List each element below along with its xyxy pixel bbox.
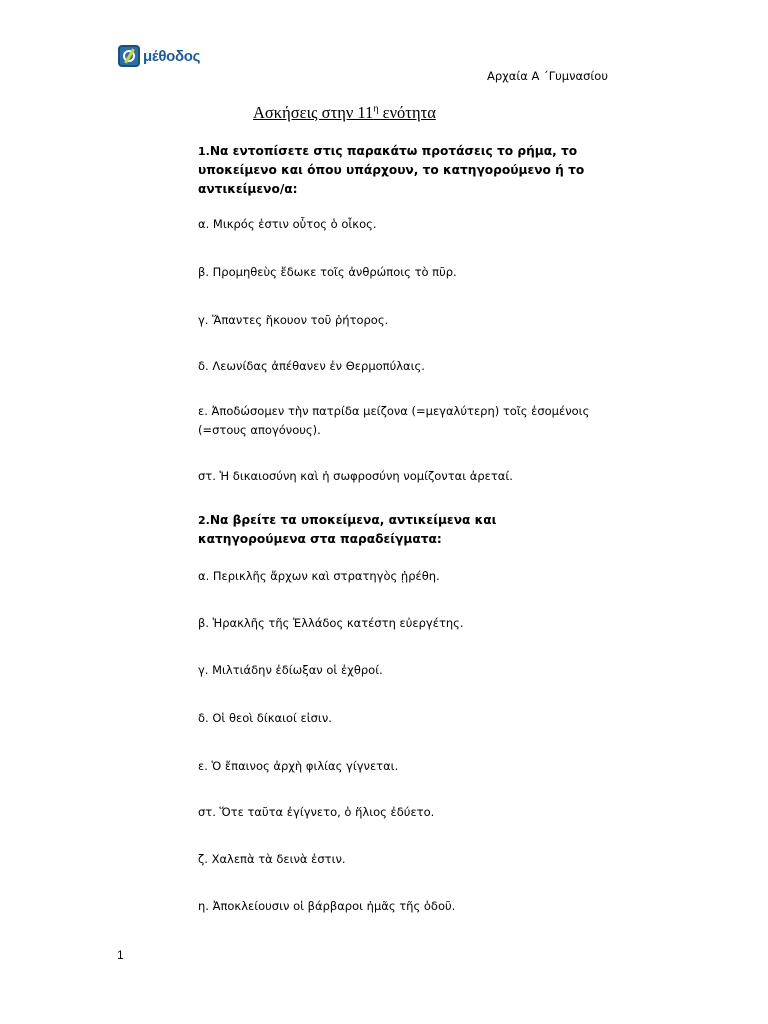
exercise-2-item: δ. Οἱ θεοὶ δίκαιοί εἰσιν.: [198, 711, 332, 725]
exercise-2-item: στ. Ὅτε ταῦτα ἐγίγνετο, ὁ ἥλιος ἐδύετο.: [198, 805, 435, 819]
logo-text: μέθοδος: [143, 47, 201, 65]
title-superscript: η: [373, 103, 379, 115]
exercise-1-number: 1.: [198, 145, 210, 158]
page-number: 1: [117, 948, 124, 962]
title-text: Ασκήσεις στην 11: [253, 103, 374, 122]
exercise-2-item: α. Περικλῆς ἄρχων καὶ στρατηγὸς ᾑρέθη.: [198, 569, 440, 583]
exercise-1-item: δ. Λεωνίδας ἀπέθανεν ἐν Θερμοπύλαις.: [198, 359, 425, 373]
exercise-1-item: ε. Ἀποδώσομεν τὴν πατρίδα μείζονα (=μεγαλύτερη) τοῖς ἐσομένοις (=στους απογόνους).: [198, 404, 590, 437]
exercise-1-item: β. Προμηθεὺς ἔδωκε τοῖς ἀνθρώποις τὸ πῦρ.: [198, 265, 457, 279]
course-header: Αρχαία Α ΄Γυμνασίου: [486, 69, 608, 83]
exercise-2-item: γ. Μιλτιάδην ἐδίωξαν οἱ ἐχθροί.: [198, 663, 383, 677]
publisher-logo: [118, 44, 200, 68]
exercise-2-item: β. Ἡρακλῆς τῆς Ἑλλάδος κατέστη εὐεργέτης.: [198, 616, 464, 630]
exercise-2-text: Να βρείτε τα υποκείμενα, αντικείμενα και κατηγορούμενα στα παραδείγματα:: [198, 513, 497, 546]
exercise-2-item: ε. Ὁ ἔπαινος ἀρχὴ φιλίας γίγνεται.: [198, 759, 399, 773]
exercise-1-item: γ. Ἅπαντες ἤκουον τοῦ ῥήτορος.: [198, 313, 389, 327]
title-text-end: ενότητα: [378, 103, 436, 122]
exercise-2-item: ζ. Χαλεπὰ τὰ δεινὰ ἐστιν.: [198, 852, 346, 866]
exercise-2-prompt: [198, 511, 598, 549]
exercise-2-number: 2.: [198, 514, 210, 527]
logo-icon: [118, 45, 140, 67]
exercise-1-item: α. Μικρός ἐστιν οὗτος ὁ οἶκος.: [198, 217, 377, 231]
page-title: [253, 103, 436, 123]
exercise-1-text: Να εντοπίσετε στις παρακάτω προτάσεις το ρήμα, το υποκείμενο και όπου υπάρχουν, το κατηγορούμενο ή το αντικείμενο/α:: [198, 144, 585, 196]
exercise-2-item: η. Ἀποκλείουσιν οἱ βάρβαροι ἡμᾶς τῆς ὁδοῦ.: [198, 899, 456, 913]
exercise-1-item: στ. Ἡ δικαιοσύνη καὶ ἡ σωφροσύνη νομίζονται ἀρεταί.: [198, 469, 513, 483]
exercise-1-prompt: [198, 142, 598, 199]
